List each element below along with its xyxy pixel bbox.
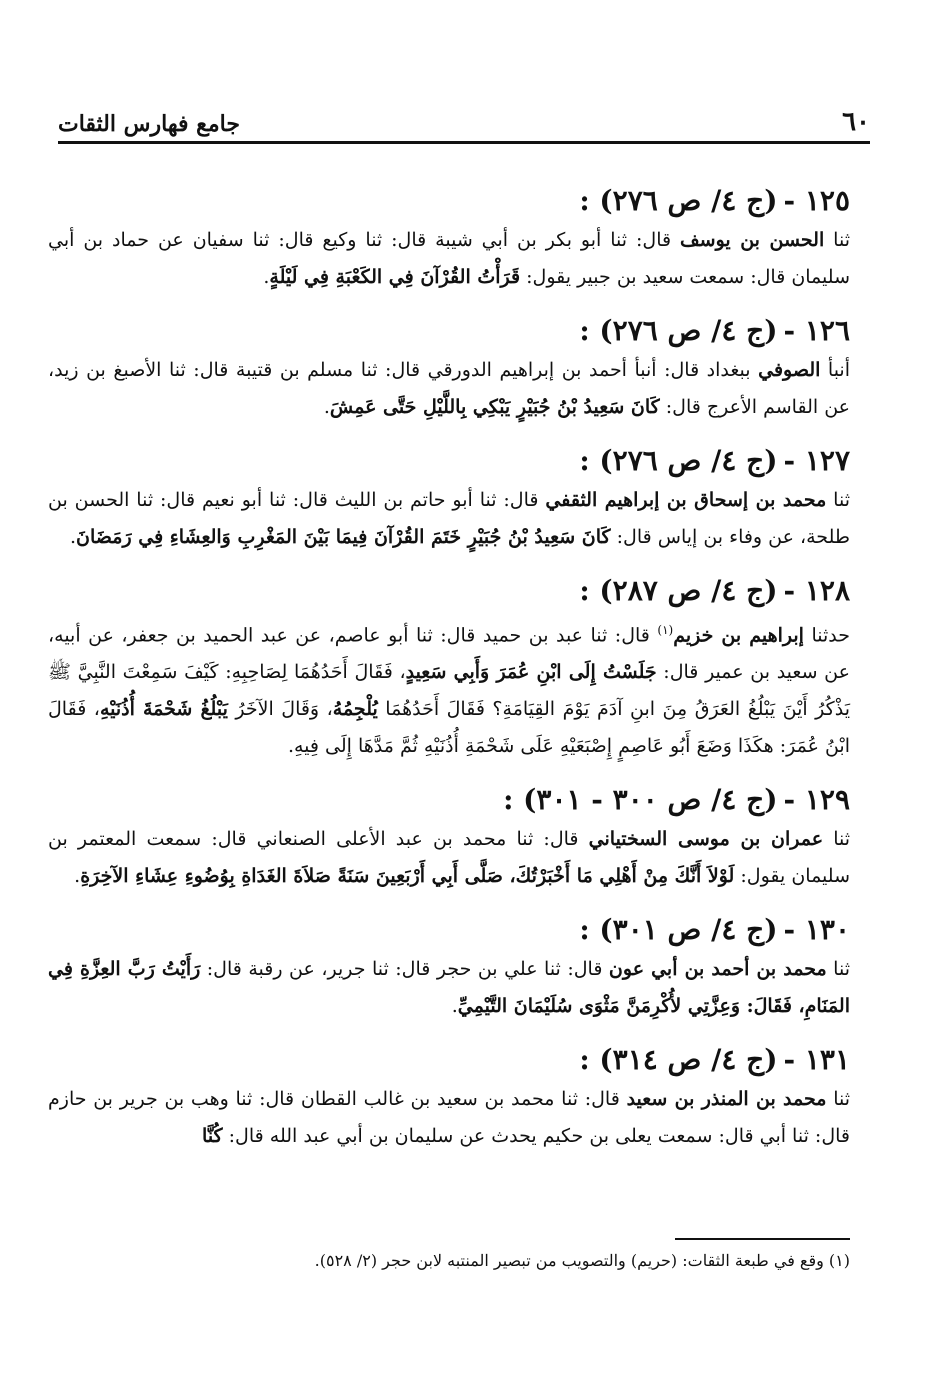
entry-reference: (ج ٤/ ص ٢٨٧) : <box>579 574 778 607</box>
entry-127 <box>48 440 850 556</box>
text-run: . <box>451 995 458 1018</box>
entry-heading <box>48 440 850 482</box>
entry-number: ١٢٥ - <box>783 184 850 217</box>
entry-text <box>48 951 850 1025</box>
entry-heading <box>48 1039 850 1081</box>
quoted-text: كَانَ سَعِيدُ بْنُ جُبَيْرٍ خَتَمَ القُرْآنَ فِيمَا بَيْنَ المَغْرِبِ وَالعِشَاءِ فِي رَمَضَانَ <box>76 526 611 548</box>
text-run: ثنا <box>823 828 851 851</box>
narrator-name: إبراهيم بن خزيم <box>673 624 804 647</box>
entry-number: ١٢٨ - <box>783 574 850 607</box>
running-title: جامع فهارس الثقات <box>58 111 240 137</box>
entry-reference: (ج ٤/ ص ٢٧٦) : <box>579 184 778 217</box>
text-run: قال: ثنا عبد بن حميد قال: ثنا أبو عاصم، عن عبد الحميد بن جعفر، عن أبيه، عن سعيد بن عمير قال: <box>48 624 850 684</box>
text-run: ببغداد قال: أنبأ أحمد بن إبراهيم الدورقي قال: ثنا مسلم بن قتيبة قال: ثنا الأصبغ بن زيد، عن القاسم الأعرج قال: <box>48 359 850 418</box>
text-run: قال: ثنا أبو حاتم بن الليث قال: ثنا أبو نعيم قال: ثنا الحسن بن طلحة، عن وفاء بن إياس قال: <box>48 489 850 548</box>
quoted-text: لَوْلاَ أَنَّكَ مِنْ أَهْلِي مَا أَخْبَرْتُكَ، صَلَّى أَبِي أَرْبَعِينَ سَنَةً صَلاَةَ الغَدَاةِ بِوُضُوءِ عِشَاءِ الآخِرَةِ <box>80 865 735 888</box>
page-number: ٦٠ <box>842 107 870 137</box>
text-run: . <box>74 865 81 888</box>
entry-125 <box>48 180 850 296</box>
entry-129 <box>48 779 850 895</box>
entry-text <box>48 612 850 765</box>
entry-number: ١٣٠ - <box>783 913 850 947</box>
entry-heading <box>48 779 850 821</box>
entry-126 <box>48 310 850 426</box>
entry-text <box>48 821 850 895</box>
quoted-text: كَانَ سَعِيدُ بْنُ جُبَيْرٍ يَبْكِي بِاللَّيْلِ حَتَّى عَمِشَ <box>329 396 660 418</box>
footnotes <box>80 1238 850 1274</box>
entry-heading <box>48 909 850 951</box>
quoted-text: جَلَسْتُ إِلَى ابْنِ عُمَرَ وَأَبِي سَعِيدٍ <box>405 661 657 684</box>
text-run: ثنا <box>826 1088 851 1111</box>
entry-number: ١٢٦ - <box>783 314 850 347</box>
entry-number: ١٣١ - <box>783 1043 850 1077</box>
narrator-name: الصوفي <box>758 359 821 381</box>
entry-reference: (ج ٤/ ص ٢٧٦) : <box>579 444 778 477</box>
text-run: ، فَقَالَ أَحَدُهُمَا لِصَاحِبِهِ: كَيْفَ سَمِعْتَ النَّبِيَّ ﷺ يَذْكُرُ أَيْنَ يَبْلُغُ العَرَقُ مِنَ ابنِ آدَمَ يَوْمَ القِيَامَةِ؟ فَقَالَ أَحَدُهُمَا <box>48 661 850 721</box>
page-body <box>48 180 850 1169</box>
narrator-name: الحسن بن يوسف <box>680 229 825 251</box>
text-run: قال: ثنا محمد بن سعيد بن غالب القطان قال: ثنا وهب بن جرير بن حازم قال: ثنا أبي قال: سمعت يعلى بن حكيم يحدث عن سليمان بن أبي عبد الله قال: <box>48 1088 850 1148</box>
entry-reference: (ج ٤/ ص ٢٧٦) : <box>579 314 778 347</box>
entry-130 <box>48 909 850 1025</box>
entry-heading <box>48 570 850 612</box>
text-run: أنبأ <box>820 359 850 381</box>
entry-reference: (ج ٤/ ص ٣٠٠ - ٣٠١) : <box>503 783 778 817</box>
entry-number: ١٢٩ - <box>783 783 850 817</box>
footnote-marker: (١) <box>657 623 674 637</box>
narrator-name: عمران بن موسى السختياني <box>588 828 824 851</box>
quoted-text: يُلْجِمُهُ <box>332 698 378 721</box>
text-run: ثنا <box>826 489 850 511</box>
footnote-1: (١) وقع في طبعة الثقات: (حريم) والتصويب من تبصير المنتبه لابن حجر (٢/ ٥٢٨). <box>314 1251 850 1270</box>
narrator-name: محمد بن المنذر بن سعيد <box>626 1088 827 1111</box>
entry-text <box>48 352 850 426</box>
text-run: . <box>323 396 330 418</box>
entry-number: ١٢٧ - <box>783 444 850 477</box>
narrator-name: محمد بن إسحاق بن إبراهيم الثقفي <box>545 489 827 511</box>
quoted-text: يَبْلُغُ شَحْمَةَ أُذُنَيْهِ <box>99 698 228 721</box>
page-header <box>58 104 870 144</box>
quoted-text: قَرَأْتُ القُرْآنَ فِي الكَعْبَةِ فِي لَيْلَةٍ <box>269 266 521 288</box>
text-run: ، وَقَالَ الآخَرُ <box>227 698 333 721</box>
entry-heading <box>48 310 850 352</box>
footnote-divider <box>675 1238 850 1240</box>
text-run: ثنا <box>824 229 850 251</box>
text-run: قال: ثنا أبو بكر بن أبي شيبة قال: ثنا وكيع قال: ثنا سفيان عن حماد بن أبي سليمان قال: سمعت سعيد بن جبير يقول: <box>48 229 850 288</box>
text-run: . <box>263 266 270 288</box>
text-run: قال: ثنا محمد بن عبد الأعلى الصنعاني قال: سمعت المعتمر بن سليمان يقول: <box>48 828 850 888</box>
text-run: ثنا <box>826 958 850 981</box>
quoted-text: كُنَّا <box>202 1125 223 1148</box>
entry-text <box>48 222 850 296</box>
text-run: ، فَقَالَ ابْنُ عُمَرَ: هكَذَا وَضَعَ أَبُو عَاصِمٍ إِصْبَعَيْهِ عَلَى شَحْمَةِ أُذُنَيْهِ ثُمَّ مَدَّهَا إِلَى فِيهِ. <box>48 698 850 758</box>
quoted-text: رَأَيْتُ رَبَّ العِزَّةِ فِي المَنَامِ، فَقَالَ: وَعِزَّتِي لأُكْرِمَنَّ مَثْوَى سُلَيْمَانَ التَّيْمِيِّ <box>48 958 850 1018</box>
text-run: حدثنا <box>803 624 850 647</box>
entry-text <box>48 1081 850 1155</box>
entry-heading <box>48 180 850 222</box>
text-run: قال: ثنا علي بن حجر قال: ثنا جرير، عن رقبة قال: <box>200 958 609 981</box>
narrator-name: محمد بن أحمد بن أبي عون <box>608 958 827 981</box>
text-run: . <box>70 526 77 548</box>
entry-reference: (ج ٤/ ص ٣٠١) : <box>579 913 778 947</box>
entry-131 <box>48 1039 850 1155</box>
entry-text <box>48 482 850 556</box>
entry-128 <box>48 570 850 765</box>
entry-reference: (ج ٤/ ص ٣١٤) : <box>579 1043 778 1077</box>
